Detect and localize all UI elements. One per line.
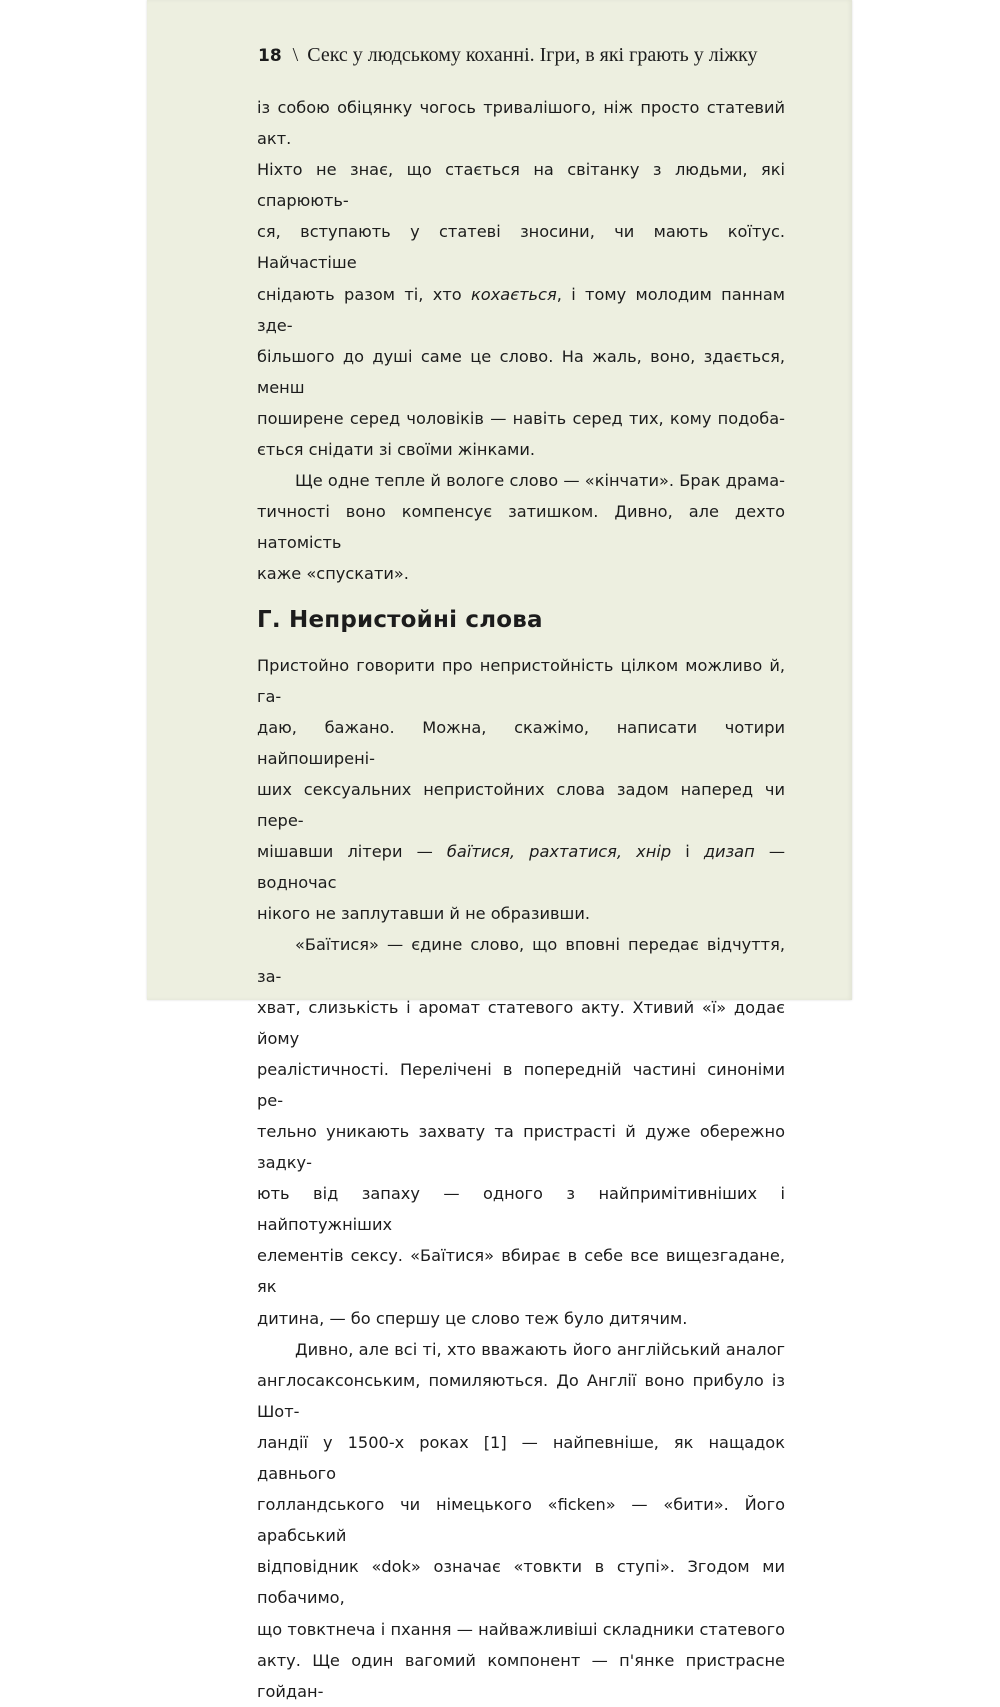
text-line: хват, слизькість і аромат статевого акту. Хтивий «ї» додає йому — [257, 997, 785, 1048]
text-line: поширене серед чоловіків — навіть серед тих, кому подоба- — [257, 408, 785, 428]
text-line: реалістичності. Перелічені в попередній частині синоніми ре- — [257, 1059, 785, 1110]
text-line: Дивно, але всі ті, хто вважають його англійський аналог — [295, 1339, 785, 1359]
text-line: Ще одне тепле й вологе слово — «кінчати». Брак драма- — [295, 471, 785, 491]
text-line: «Баїтися» — єдине слово, що вповні передає відчуття, за- — [257, 935, 785, 986]
paragraph-2 — [257, 465, 785, 589]
text-line: із собою обіцянку чогось тривалішого, ніж просто статевий акт. — [257, 98, 785, 149]
running-header — [258, 44, 818, 67]
text-line: ють від запаху — одного з найпримітивніших і найпотужніших — [257, 1184, 785, 1235]
text-line: відповідник «dok» означає «товкти в ступі». Згодом ми побачимо, — [257, 1557, 785, 1608]
text-line: ландії у 1500-х роках [1] — найпевніше, як нащадок давнього — [257, 1432, 785, 1484]
text-line: дитина, — бо спершу це слово теж було дитячим. — [257, 1308, 688, 1328]
text-line: тельно уникають захвату та пристрасті й дуже обережно задку- — [257, 1122, 785, 1173]
text-line: Пристойно говорити про непристойність цілком можливо й, га- — [257, 655, 785, 706]
book-title: Секс у людському коханні. Ігри, в які грають у ліжку — [307, 44, 758, 66]
text-line: акту. Ще один вагомий компонент — п'янке пристрасне гойдан- — [257, 1650, 785, 1701]
page-number: 18 — [258, 46, 282, 66]
text-line: каже «спускати». — [257, 564, 409, 584]
book-page — [147, 0, 852, 1701]
paragraph-5 — [257, 1334, 785, 1707]
text-line: що товктнеча і пхання — найважливіші складники статевого — [257, 1619, 785, 1639]
text-line: більшого до душі саме це слово. На жаль, воно, здається, менш — [257, 346, 785, 397]
section-heading: Г. Непристойні слова — [257, 606, 543, 633]
text-line: нікого не заплутавши й не образивши. — [257, 904, 590, 924]
text-line: елементів сексу. «Баїтися» вбирає в себе все вищезгадане, як — [257, 1246, 785, 1297]
text-run: , і тому молодим паннам зде- — [257, 284, 785, 335]
text-line: голландського чи німецького «ficken» — «бити». Його арабський — [257, 1495, 785, 1546]
text-line: ся, вступають у статеві зносини, чи мають коїтус. Найчастіше — [257, 222, 785, 273]
paragraph-3 — [257, 650, 785, 930]
text-run: і — [671, 842, 704, 862]
text-run: — водночас — [257, 842, 786, 893]
text-line — [257, 279, 785, 341]
text-run: снідають разом ті, хто — [257, 284, 472, 304]
italic-term: дизап — [703, 842, 755, 862]
italic-term: кохається — [471, 284, 557, 304]
italic-term: баїтися, рахтатися, хнір — [446, 842, 672, 862]
text-line: ших сексуальних непристойних слова задом наперед чи пере- — [257, 779, 785, 831]
text-line: Ніхто не знає, що стається на світанку з людьми, які спарюють- — [257, 160, 785, 211]
paragraph-1 — [257, 92, 785, 465]
text-line — [257, 836, 785, 898]
text-line: даю, бажано. Можна, скажімо, написати чотири найпоширені- — [257, 717, 785, 768]
text-line: тичності воно компенсує затишком. Дивно, але дехто натомість — [257, 502, 785, 553]
header-separator: \ — [292, 44, 299, 66]
text-line: англосаксонським, помиляються. До Англії воно прибуло із Шот- — [257, 1370, 785, 1421]
text-line: ється снідати зі своїми жінками. — [257, 440, 536, 460]
body-text — [257, 92, 785, 1707]
paragraph-4 — [257, 929, 785, 1333]
text-run: мішавши літери — — [257, 842, 447, 862]
